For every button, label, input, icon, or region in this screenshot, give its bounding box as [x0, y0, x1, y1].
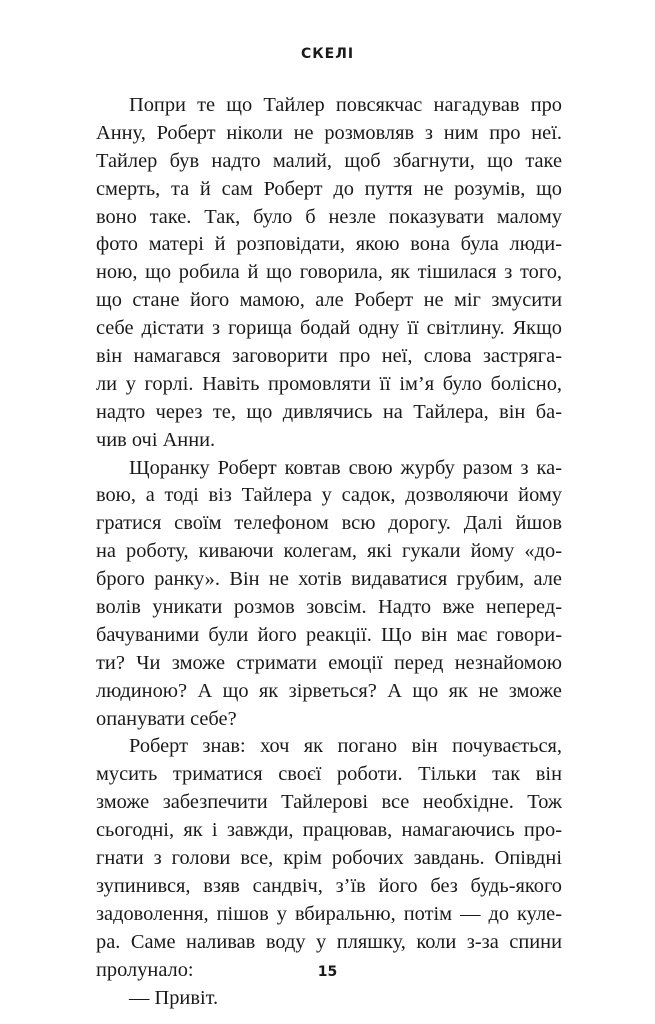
- text-line: опанувати себе?: [96, 707, 237, 730]
- text-line: ра. Саме наливав воду у пляшку, коли з-за спини: [96, 930, 562, 953]
- text-line: надто через те, що дивлячись на Тайлера, він ба-: [96, 400, 562, 423]
- text-line: що стане його мамою, але Роберт не міг змусити: [96, 289, 562, 312]
- text-line: Роберт знав: хоч як погано він почувається,: [129, 735, 562, 758]
- text-line: пролунало:: [96, 958, 194, 981]
- text-line: Попри те що Тайлер повсякчас нагадував про: [129, 94, 562, 116]
- paragraph: [96, 455, 562, 734]
- text-line: мусить триматися своєї роботи. Тільки так він: [96, 763, 562, 786]
- text-line: воно таке. Так, було б незле показувати малому: [96, 205, 562, 228]
- paragraph: [96, 92, 562, 455]
- paragraph: [96, 733, 562, 984]
- text-line: гнати з голови все, крім робочих завдань. Опівдні: [96, 847, 562, 870]
- text-line: себе дістати з горища бодай одну її світлину. Якщо: [96, 317, 562, 340]
- text-line: чив очі Анни.: [96, 428, 216, 451]
- page-number: 15: [317, 964, 338, 980]
- body-text: [96, 92, 562, 1012]
- text-line: брого ранку». Він не хотів видаватися грубим, але: [96, 568, 562, 591]
- text-line: фото матері й розповідати, якою вона була люди-: [96, 233, 562, 256]
- text-line: сьогодні, як і завжди, працював, намагаючись про-: [96, 819, 562, 842]
- text-line: ти? Чи зможе стримати емоції перед незнайомою: [96, 651, 562, 674]
- text-line: вою, а тоді віз Тайлера у садок, дозволяючи йому: [96, 484, 562, 507]
- text-line: ною, що робила й що говорила, як тішилася з того,: [96, 261, 562, 284]
- text-line: задоволення, пішов у вбиральню, потім — до куле-: [96, 902, 562, 925]
- text-line: зупинився, взяв сандвіч, з’їв його без будь-якого: [96, 874, 562, 897]
- text-line: Анну, Роберт ніколи не розмовляв з ним про неї.: [96, 121, 562, 144]
- text-line: волів уникати розмов зовсім. Надто вже неперед-: [96, 596, 562, 619]
- text-line: Щоранку Роберт ковтав свою журбу разом з ка-: [129, 456, 562, 479]
- text-line: смерть, та й сам Роберт до пуття не розумів, що: [96, 177, 562, 200]
- text-line: Тайлер був надто малий, щоб збагнути, що таке: [96, 149, 562, 172]
- text-line: зможе забезпечити Тайлерові все необхідне. Тож: [96, 791, 562, 814]
- text-line: людиною? А що як зірветься? А що як не зможе: [96, 679, 562, 702]
- text-line: ли у горлі. Навіть промовляти її ім’я було болісно,: [96, 372, 562, 395]
- text-line: на роботу, киваючи колегам, які гукали йому «до-: [96, 540, 562, 563]
- text-line: гратися своїм телефоном всю дорогу. Далі йшов: [96, 512, 562, 535]
- paragraph: [96, 985, 562, 1013]
- text-line: бачуваними були його реакції. Що він має говори-: [96, 623, 562, 646]
- running-title: СКЕЛІ: [300, 46, 355, 62]
- text-line: він намагався заговорити про неї, слова застряга-: [96, 345, 562, 368]
- text-line: — Привіт.: [129, 986, 219, 1009]
